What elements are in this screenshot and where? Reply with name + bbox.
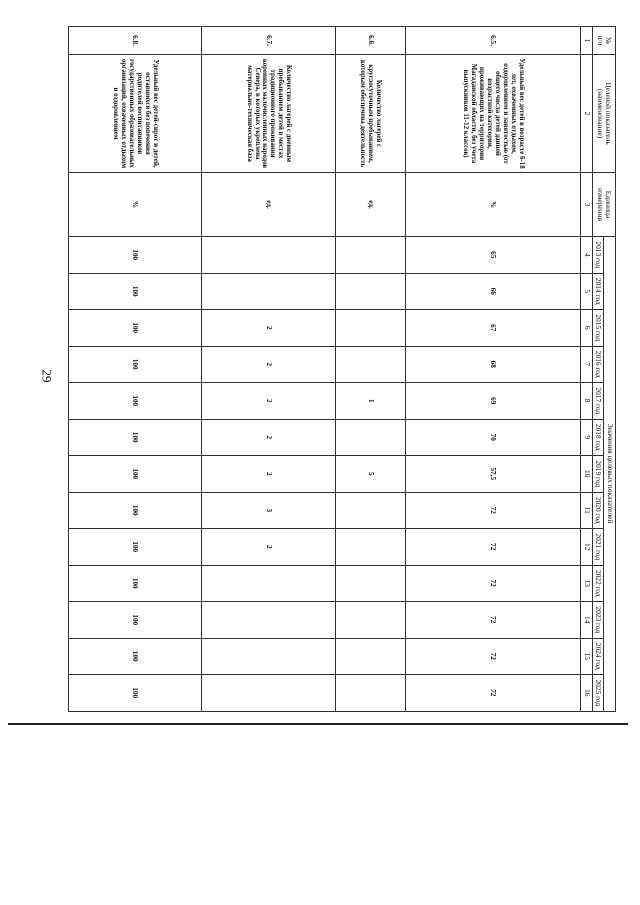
indicator-name: Количество лагерей с круглосуточным пребыванием, которым обеспечена деятельность bbox=[335, 55, 406, 173]
header-year: 2022 год bbox=[592, 565, 604, 602]
value-cell bbox=[202, 675, 335, 712]
indicator-name: Количество лагерей с дневным пребыванием детей в местах традиционного проживания коренных малочисленных народов Севера, в которых укреплена материально-техническая база bbox=[202, 55, 335, 173]
value-cell: 66 bbox=[406, 273, 581, 310]
header-year: 2019 год bbox=[592, 456, 604, 493]
value-cell bbox=[335, 237, 406, 274]
header-year: 2024 год bbox=[592, 638, 604, 675]
value-cell: 100 bbox=[69, 675, 202, 712]
value-cell: 2 bbox=[202, 346, 335, 383]
value-cell: 57,5 bbox=[406, 456, 581, 493]
value-cell: 2 bbox=[202, 383, 335, 420]
header-unit: Единица измерения bbox=[592, 173, 615, 237]
header-year: 2025 год bbox=[592, 675, 604, 712]
column-number: 5 bbox=[581, 273, 593, 310]
value-cell bbox=[335, 529, 406, 566]
row-number: 6.7. bbox=[202, 27, 335, 55]
value-cell: 69 bbox=[406, 383, 581, 420]
column-number: 8 bbox=[581, 383, 593, 420]
value-cell: 3 bbox=[202, 492, 335, 529]
value-cell: 70 bbox=[406, 419, 581, 456]
value-cell: 100 bbox=[69, 529, 202, 566]
unit-cell: ед. bbox=[202, 173, 335, 237]
column-number: 6 bbox=[581, 310, 593, 347]
header-year: 2017 год bbox=[592, 383, 604, 420]
value-cell bbox=[202, 602, 335, 639]
column-number: 10 bbox=[581, 456, 593, 493]
value-cell: 100 bbox=[69, 310, 202, 347]
header-name: Целевой показатель (наименование) bbox=[592, 55, 615, 173]
value-cell: 2 bbox=[202, 419, 335, 456]
value-cell bbox=[335, 492, 406, 529]
header-year: 2018 год bbox=[592, 419, 604, 456]
value-cell: 72 bbox=[406, 492, 581, 529]
header-year: 2016 год bbox=[592, 346, 604, 383]
value-cell: 100 bbox=[69, 602, 202, 639]
value-cell bbox=[202, 565, 335, 602]
table-row bbox=[335, 27, 406, 712]
value-cell: 72 bbox=[406, 638, 581, 675]
value-cell bbox=[335, 419, 406, 456]
header-year: 2021 год bbox=[592, 529, 604, 566]
value-cell: 100 bbox=[69, 273, 202, 310]
indicator-name: Удельный вес детей в возрасте 6-18 лет, охваченных отдыхом, оздоровлением и занятостью (от общего числа детей данной возрастной категории, проживающих на территории Магаданской области, без учета выпускников 11-12 классов) bbox=[406, 55, 581, 173]
header-values-group: Значения целевых показателей bbox=[604, 237, 616, 712]
value-cell bbox=[202, 273, 335, 310]
row-number: 6.6. bbox=[335, 27, 406, 55]
table-row bbox=[69, 27, 202, 712]
page-number: 29 bbox=[39, 369, 55, 383]
value-cell bbox=[335, 346, 406, 383]
column-number: 7 bbox=[581, 346, 593, 383]
column-number: 3 bbox=[581, 173, 593, 237]
unit-cell: % bbox=[69, 173, 202, 237]
value-cell: 72 bbox=[406, 675, 581, 712]
table-row bbox=[406, 27, 581, 712]
value-cell: 100 bbox=[69, 346, 202, 383]
value-cell: 72 bbox=[406, 529, 581, 566]
value-cell: 68 bbox=[406, 346, 581, 383]
value-cell: 100 bbox=[69, 565, 202, 602]
column-number: 1 bbox=[581, 27, 593, 55]
column-numbers-row bbox=[581, 27, 593, 712]
value-cell: 5 bbox=[335, 456, 406, 493]
header-year: 2013 год bbox=[592, 237, 604, 274]
value-cell bbox=[335, 273, 406, 310]
value-cell bbox=[335, 602, 406, 639]
column-number: 14 bbox=[581, 602, 593, 639]
header-year: 2014 год bbox=[592, 273, 604, 310]
value-cell bbox=[202, 237, 335, 274]
value-cell: 100 bbox=[69, 456, 202, 493]
value-cell: 2 bbox=[202, 310, 335, 347]
indicators-table bbox=[68, 26, 616, 712]
column-number: 2 bbox=[581, 55, 593, 173]
column-number: 12 bbox=[581, 529, 593, 566]
value-cell: 100 bbox=[69, 237, 202, 274]
value-cell bbox=[335, 638, 406, 675]
value-cell: 2 bbox=[202, 456, 335, 493]
value-cell: 67 bbox=[406, 310, 581, 347]
column-number: 13 bbox=[581, 565, 593, 602]
value-cell: 72 bbox=[406, 602, 581, 639]
value-cell bbox=[202, 638, 335, 675]
value-cell bbox=[335, 675, 406, 712]
indicators-table-rotated bbox=[68, 26, 616, 711]
value-cell: 100 bbox=[69, 638, 202, 675]
column-number: 15 bbox=[581, 638, 593, 675]
value-cell: 1 bbox=[335, 383, 406, 420]
row-number: 6.8. bbox=[69, 27, 202, 55]
value-cell bbox=[335, 310, 406, 347]
horizontal-rule bbox=[8, 723, 628, 725]
value-cell: 72 bbox=[406, 565, 581, 602]
value-cell: 2 bbox=[202, 529, 335, 566]
header-year: 2020 год bbox=[592, 492, 604, 529]
unit-cell: % bbox=[406, 173, 581, 237]
value-cell: 100 bbox=[69, 492, 202, 529]
header-row-1 bbox=[604, 27, 616, 712]
table-row bbox=[202, 27, 335, 712]
header-num: № п/п bbox=[592, 27, 615, 55]
value-cell: 100 bbox=[69, 419, 202, 456]
header-year: 2023 год bbox=[592, 602, 604, 639]
value-cell bbox=[335, 565, 406, 602]
column-number: 4 bbox=[581, 237, 593, 274]
column-number: 11 bbox=[581, 492, 593, 529]
unit-cell: ед. bbox=[335, 173, 406, 237]
indicator-name: Удельный вес детей-сирот и детей, оставшихся без попечения родителей воспитанников государственных образовательных организаций, охваченных отдыхом и оздоровлением bbox=[69, 55, 202, 173]
row-number: 6.5. bbox=[406, 27, 581, 55]
value-cell: 65 bbox=[406, 237, 581, 274]
column-number: 16 bbox=[581, 675, 593, 712]
column-number: 9 bbox=[581, 419, 593, 456]
header-year: 2015 год bbox=[592, 310, 604, 347]
value-cell: 100 bbox=[69, 383, 202, 420]
